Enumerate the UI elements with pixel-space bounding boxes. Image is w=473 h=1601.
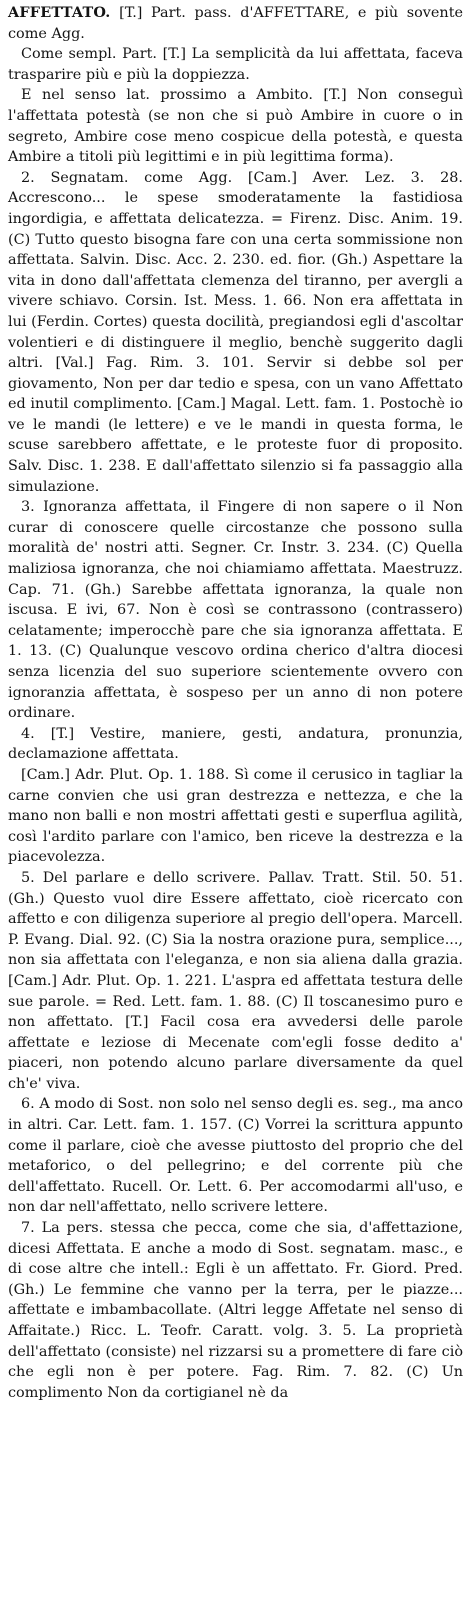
- entry-intro: [8, 3, 463, 44]
- headword: AFFETTATO.: [8, 4, 111, 21]
- sense-4-example: [Cam.] Adr. Plut. Op. 1. 188. Sì come il cerusico in tagliar la carne convien che usi gran destrezza e nettezza, e che la mano non balli e non mostri affettati gesti e superflua agilità, così l'ardito parlare con l'amico, ben riceve la destrezza e la piacevolezza.: [8, 766, 463, 866]
- sense-latin: E nel senso lat. prossimo a Ambito. [T.] Non conseguì l'affettata potestà (se non che si può Ambire in cuore o in segreto, Ambire cose meno cospicue della potestà, e questa Ambire a titoli più legittimi e in più legittima forma).: [8, 87, 463, 166]
- entry-intro-text: [T.] Part. pass. d'AFFETTARE, e più sovente come Agg.: [8, 5, 463, 42]
- sense-5: 5. Del parlare e dello scrivere. Pallav. Tratt. Stil. 50. 51. (Gh.) Questo vuol dire Essere affettato, cioè ricercato con affetto e con diligenza superiore al pregio dell'opera. Marcell. P. Evang. Dial. 92. (C) Sia la nostra orazione pura, semplice..., non sia affettata con l'eleganza, e non sia aliena dalla grazia. [Cam.] Adr. Plut. Op. 1. 221. L'aspra ed affettata testura delle sue parole. = Red. Lett. fam. 1. 88. (C) Il toscanesimo puro e non affettato. [T.] Facil cosa era avvedersi delle parole affettate e leziose di Mecenate com'egli fosse dedito a' piaceri, non potendo alcuno parlare diversamente da quel ch'e' viva.: [8, 869, 463, 1092]
- sense-2: 2. Segnatam. come Agg. [Cam.] Aver. Lez. 3. 28. Accrescono... le spese smoderatamente la fastidiosa ingordigia, e affettata delicatezza. = Firenz. Disc. Anim. 19. (C) Tutto questo bisogna fare con una certa sommissione non affettata. Salvin. Disc. Acc. 2. 230. ed. fior. (Gh.) Aspettare la vita in dono dall'affettata clemenza del tiranno, per avergli a vivere schiavo. Corsin. Ist. Mess. 1. 66. Non era affettata in lui (Ferdin. Cortes) questa docilità, pregiandosi egli d'ascoltar volentieri e di distinguere il meglio, benchè suggerito dagli altri. [Val.] Fag. Rim. 3. 101. Servir si debbe sol per giovamento, Non per dar tedio e spesa, con un vano Affettato ed inutil complimento. [Cam.] Magal. Lett. fam. 1. Postochè io ve le mandi (le lettere) e ve le mandi in questa forma, le scuse sarebbero affettate, e le proteste fuor di proposito. Salv. Disc. 1. 238. E dall'affettato silenzio si fa passaggio alla simulazione.: [8, 169, 463, 495]
- sense-participle: Come sempl. Part. [T.] La semplicità da lui affettata, faceva trasparire più e più la doppiezza.: [8, 46, 463, 83]
- sense-3: 3. Ignoranza affettata, il Fingere di non sapere o il Non curar di conoscere quelle circostanze che possono sulla moralità de' nostri atti. Segner. Cr. Instr. 3. 234. (C) Quella maliziosa ignoranza, che noi chiamiamo affettata. Maestruzz. Cap. 71. (Gh.) Sarebbe affettata ignoranza, la quale non iscusa. E ivi, 67. Non è così se contrassono (contrassero) celatamente; imperocchè pare che sia ignoranza affettata. E 1. 13. (C) Qualunque vescovo ordina cherico d'altra diocesi senza licenzia del suo superiore scientemente ovvero con ignoranzia affettata, è sospeso per un anno di non potere ordinare.: [8, 499, 463, 722]
- sense-6: 6. A modo di Sost. non solo nel senso degli es. seg., ma anco in altri. Car. Lett. fam. 1. 157. (C) Vorrei la scrittura appunto come il parlare, cioè che avesse piuttosto del proprio che del metaforico, o del pellegrino; e del corrente più che dell'affettato. Rucell. Or. Lett. 6. Per accomodarmi all'uso, e non dar nell'affettato, nello scrivere lettere.: [8, 1096, 463, 1216]
- sense-7: 7. La pers. stessa che pecca, come che sia, d'affettazione, dicesi Affettata. E anche a modo di Sost. segnatam. masc., e di cose altre che intell.: Egli è un affettato. Fr. Giord. Pred. (Gh.) Le femmine che vanno per la terra, per le piazze... affettate e imbambacollate. (Altri legge Affetate nel senso di Affaitate.) Ricc. L. Teofr. Caratt. volg. 3. 5. La proprietà dell'affettato (consiste) nel rizzarsi su a promettere di fare ciò che egli non è per potere. Fag. Rim. 7. 82. (C) Un complimento Non da cortigianel nè da: [8, 1220, 463, 1401]
- sense-4: 4. [T.] Vestire, maniere, gesti, andatura, pronunzia, declamazione affettata.: [8, 725, 463, 763]
